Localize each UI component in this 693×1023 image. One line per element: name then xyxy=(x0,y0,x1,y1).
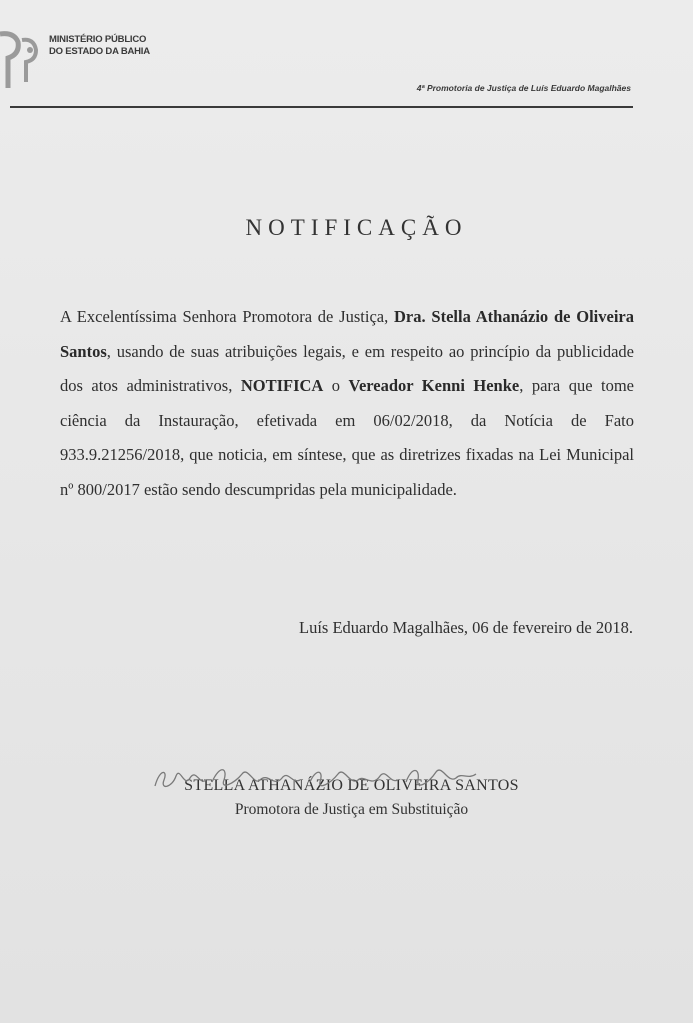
mp-ba-logo-icon xyxy=(0,30,42,92)
signatory-name: STELLA ATHANÁZIO DE OLIVEIRA SANTOS xyxy=(184,777,519,794)
organization-name xyxy=(49,34,150,58)
header-divider xyxy=(10,106,633,108)
unit-name: 4ª Promotoria de Justiça de Luís Eduardo Magalhães xyxy=(416,83,631,93)
promotora-name: Dra. Stella Athanázio de Oliveira Santos xyxy=(60,307,634,361)
signatory-role: Promotora de Justiça em Substituição xyxy=(234,801,469,818)
body-text-3: o xyxy=(323,376,349,396)
org-line-1: MINISTÉRIO PÚBLICO xyxy=(49,34,147,45)
handwritten-signature xyxy=(150,758,480,798)
body-paragraph xyxy=(60,300,634,508)
body-text-4: , para que tome ciência da Instauração, efetivada em 06/02/2018, da Notícia de Fato 933.9.21256/2018, que noticia, em síntese, que as diretrizes fixadas na Lei Municipal nº 800/2017 estão sendo descumpridas pela municipalidade. xyxy=(60,376,634,499)
notifica-keyword: NOTIFICA xyxy=(240,376,324,396)
date-line: Luís Eduardo Magalhães, 06 de fevereiro de 2018. xyxy=(298,618,633,637)
document-title: NOTIFICAÇÃO xyxy=(245,215,468,240)
body-text-1: A Excelentíssima Senhora Promotora de Justiça, xyxy=(60,307,395,326)
body-text-2: , usando de suas atribuições legais, e em respeito ao princípio da publicidade dos atos administrativos, xyxy=(60,341,634,396)
vereador-name: Vereador Kenni Henke xyxy=(348,376,520,396)
org-line-2: DO ESTADO DA BAHIA xyxy=(49,46,150,57)
